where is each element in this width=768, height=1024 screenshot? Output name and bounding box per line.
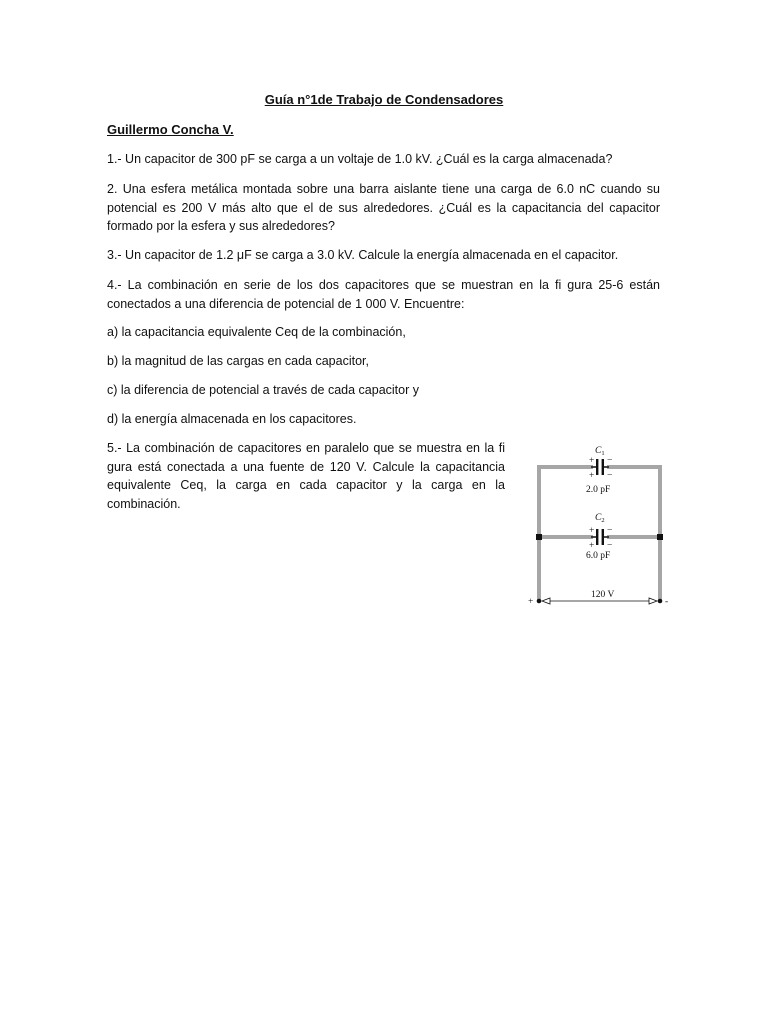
problem-4b: b) la magnitud de las cargas en cada capacitor, xyxy=(107,354,369,368)
problem-1: 1.- Un capacitor de 300 pF se carga a un voltaje de 1.0 kV. ¿Cuál es la carga almacenada? xyxy=(107,152,613,166)
c1-subscript: 1 xyxy=(601,450,605,457)
c2-subscript: 2 xyxy=(601,517,605,524)
terminal-plus-sign: + xyxy=(528,597,534,607)
terminal-negative xyxy=(658,599,663,604)
c1-minus-sign-lower: − xyxy=(607,471,613,481)
voltage-label: 120 V xyxy=(591,590,615,600)
terminal-positive xyxy=(537,599,542,604)
junction-right xyxy=(657,534,663,540)
c2-minus-sign-lower: − xyxy=(607,541,613,551)
voltage-source xyxy=(528,590,668,607)
page-title: Guía n°1de Trabajo de Condensadores xyxy=(264,92,504,107)
voltage-arrow-right-head xyxy=(649,598,657,604)
c1-letter: C xyxy=(595,446,602,456)
c1-plus-sign-lower: + xyxy=(589,471,595,481)
problem-3: 3.- Un capacitor de 1.2 μF se carga a 3.0 kV. Calcule la energía almacenada en el capacitor. xyxy=(107,248,619,262)
terminal-minus-sign: - xyxy=(665,597,669,607)
c2-minus-sign: − xyxy=(607,526,613,536)
author-name: Guillermo Concha V. xyxy=(107,122,234,137)
capacitor-c1 xyxy=(586,446,612,495)
problem-4: 4.- La combinación en serie de los dos capacitores que se muestran en la fi gura 25-6 están conectados a una diferencia de potencial de 1 000 V. Encuentre: xyxy=(107,278,660,311)
problem-5: 5.- La combinación de capacitores en paralelo que se muestra en la fi gura está conectada a una fuente de 120 V. Calcule la capacitancia equivalente Ceq, la carga en cada capacitor y la carga en la combinación. xyxy=(107,441,505,511)
problem-4d: d) la energía almacenada en los capacitores. xyxy=(107,412,357,426)
junction-left xyxy=(536,534,542,540)
c1-plus-sign: + xyxy=(589,456,595,466)
problem-4c: c) la diferencia de potencial a través de cada capacitor y xyxy=(107,383,419,397)
c1-symbol xyxy=(595,446,605,457)
wire-top-left xyxy=(539,467,591,536)
c1-minus-sign: − xyxy=(607,456,613,466)
problem-4a: a) la capacitancia equivalente Ceq de la combinación, xyxy=(107,325,406,339)
c2-letter: C xyxy=(595,513,602,523)
c1-value-label: 2.0 pF xyxy=(586,485,611,495)
voltage-arrow-left-head xyxy=(542,598,550,604)
wire-top-right xyxy=(609,467,660,536)
problem-2: 2. Una esfera metálica montada sobre una barra aislante tiene una carga de 6.0 nC cuando su potencial es 200 V más alto que el de sus alrededores. ¿Cuál es la capacitancia del capacitor formado por la esfera y sus alrededores? xyxy=(107,182,660,233)
c2-plus-sign-lower: + xyxy=(589,541,595,551)
c2-value-label: 6.0 pF xyxy=(586,551,611,561)
c2-symbol xyxy=(595,513,605,524)
c2-plus-sign: + xyxy=(589,526,595,536)
parallel-capacitor-circuit-diagram xyxy=(520,440,680,616)
